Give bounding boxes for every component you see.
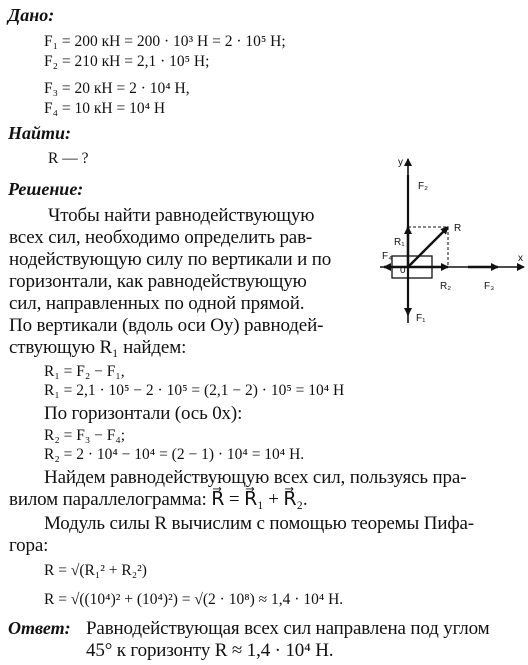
given-line-f1: F₁ = 200 кН = 200 · 10³ Н = 2 · 10⁵ Н; [44,33,286,50]
r2-label: R₂ [440,281,452,292]
answer-line-1: Равнодействующая всех сил направлена под углом [86,618,490,639]
origin-label: 0 [400,265,406,276]
solution-intro-line-5: сил, направленных по одной прямой. [9,293,305,314]
horizontal-intro: По горизонтали (ось 0x): [44,403,243,424]
y-axis-label: y [398,157,403,168]
horizontal-formula-1: R₂ = F₃ − F₄; [44,427,126,444]
force-diagram [378,155,528,330]
answer-line-2: 45° к горизонту R ≈ 1,4 · 10⁴ Н. [86,640,334,661]
solution-intro-line-1: Чтобы найти равнодействующую [48,205,315,226]
f1-label: F₁ [416,313,426,324]
solution-heading: Решение: [8,179,84,199]
find-line: R — ? [48,150,89,167]
resultant-r-vector [408,227,448,267]
vertical-formula-2: R₁ = 2,1 · 10⁵ − 2 · 10⁵ = (2,1 − 2) · 10⁵ = 10⁴ Н [44,382,345,399]
answer-heading: Ответ: [8,618,71,638]
result-formula-2: R = √((10⁴)² + (10⁴)²) = √(2 · 10⁸) ≈ 1,4 · 10⁴ Н. [44,591,344,608]
r1-label: R₁ [394,237,405,248]
horizontal-formula-2: R₂ = 2 · 10⁴ − 10⁴ = (2 − 1) · 10⁴ = 10⁴ Н. [44,446,305,463]
f4-label: F₄ [382,251,393,262]
solution-intro-line-7: ствующую R₁ найдем: [9,337,187,358]
given-heading: Дано: [8,5,55,25]
solution-intro-line-3: нодействующую силу по вертикали и по [9,249,332,270]
given-line-f4: F₄ = 10 кН = 10⁴ Н [44,100,166,117]
solution-intro-line-2: всех сил, необходимо определить рав- [9,227,313,248]
find-heading: Найти: [8,123,72,143]
pythagoras-line-2: гора: [9,535,49,556]
given-line-f2: F₂ = 210 кН = 2,1 · 10⁵ Н; [44,53,210,70]
f2-label: F₂ [418,181,428,192]
solution-intro-line-4: горизонтали, как равнодействующую [9,271,307,292]
parallelogram-line-2: вилом параллелограмма: R⃗ = R⃗₁ + R⃗₂. [9,489,308,510]
given-line-f3: F₃ = 20 кН = 2 · 10⁴ Н, [44,80,190,97]
solution-intro-line-6: По вертикали (вдоль оси Oy) равнодей- [9,315,324,336]
f3-label: F₃ [484,281,495,292]
x-axis-label: x [518,253,523,264]
r-label: R [454,223,462,234]
result-formula-1: R = √(R₁² + R₂²) [44,562,147,579]
parallelogram-line-1: Найдем равнодействующую всех сил, пользуясь пра- [44,467,467,488]
vertical-formula-1: R₁ = F₂ − F₁, [44,363,125,380]
pythagoras-line-1: Модуль силы R вычислим с помощью теоремы Пифа- [44,513,474,534]
